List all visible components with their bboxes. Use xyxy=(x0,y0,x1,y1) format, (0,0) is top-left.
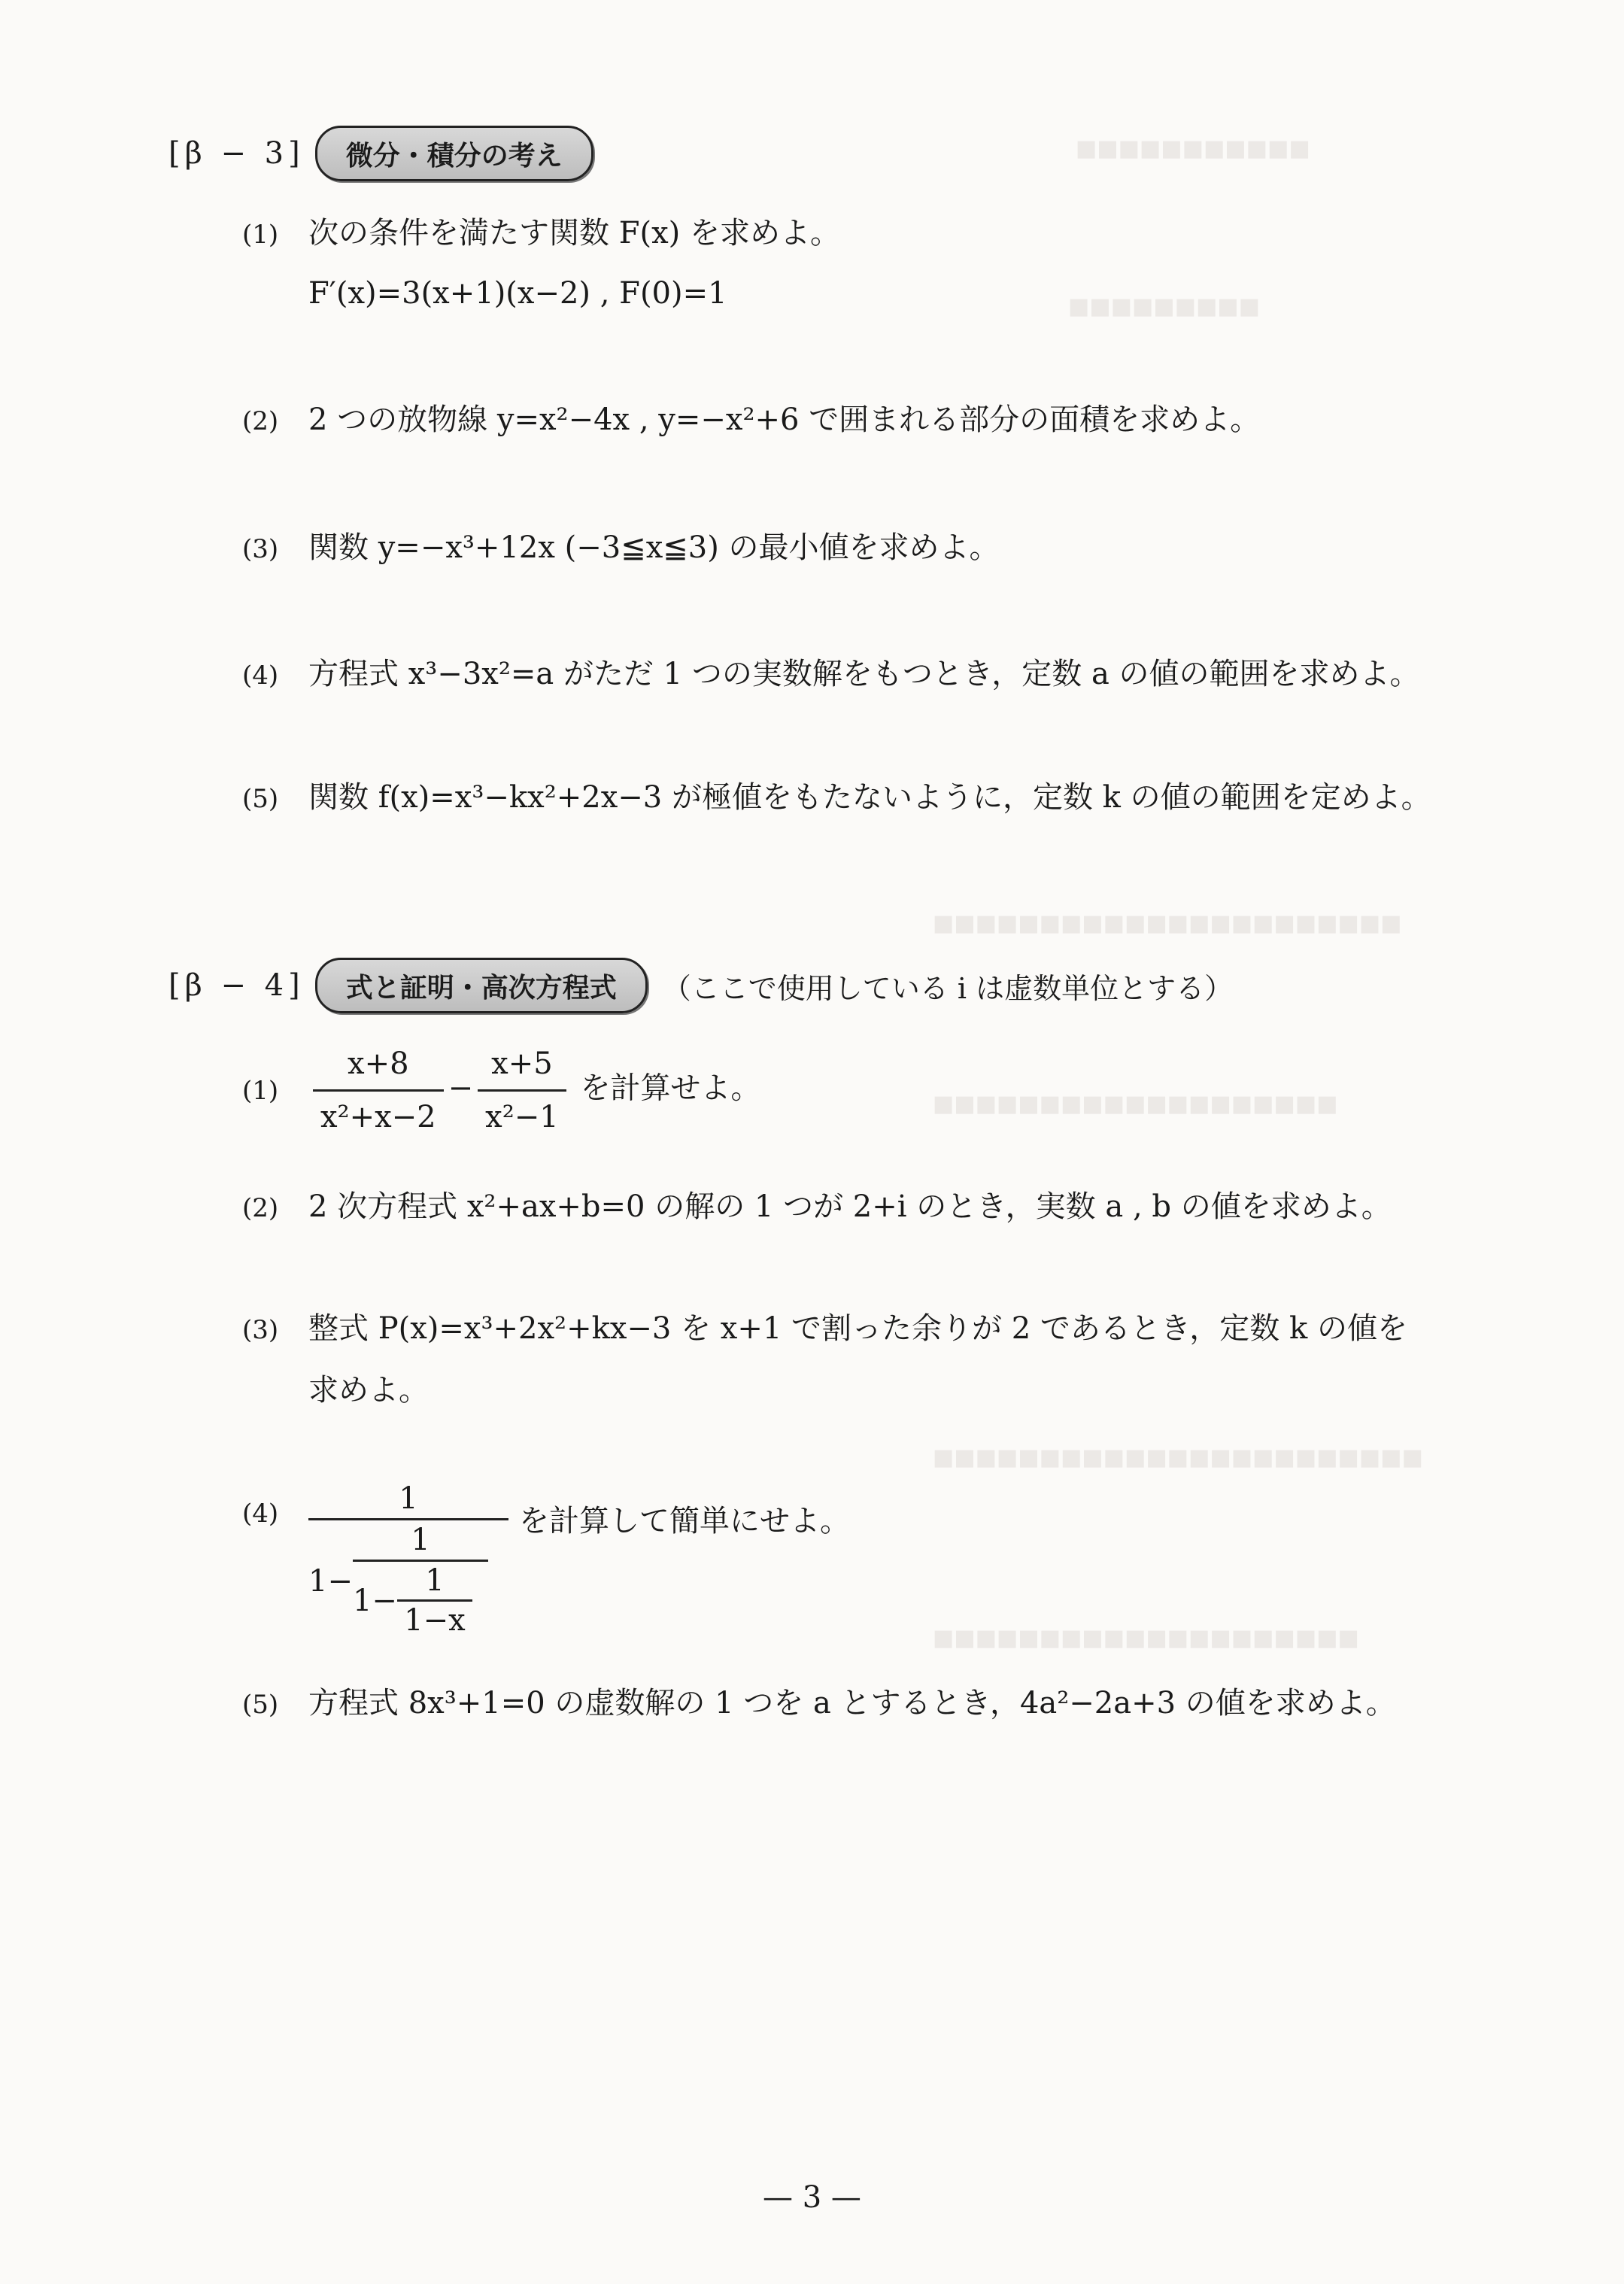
problem-text: 関数 f(x)=x³−kx²+2x−3 が極値をもたないように，定数 k の値の範囲を定めよ。 xyxy=(308,780,1431,815)
cf-innermost-one: 1 xyxy=(425,1563,445,1598)
problem-text xyxy=(308,1041,760,1140)
problem-text: 方程式 x³−3x²=a がただ 1 つの実数解をもつとき，定数 a の値の範囲を求めよ。 xyxy=(308,657,1420,691)
problem-4-5 xyxy=(242,1681,1396,1726)
problem-3-3 xyxy=(242,525,1000,570)
section-4-id: [β − 4] xyxy=(168,968,305,1003)
cf-level-4 xyxy=(397,1562,472,1639)
cf-innermost-denominator: 1−x xyxy=(397,1599,472,1639)
problem-text: 2 つの放物線 y=x²−4x , y=−x²+6 で囲まれる部分の面積を求めよ。 xyxy=(308,402,1261,437)
problem-text: 次の条件を満たす関数 F(x) を求めよ。 xyxy=(308,216,840,251)
fraction-2 xyxy=(478,1041,566,1140)
problem-number: (5) xyxy=(242,784,279,814)
problem-number: (1) xyxy=(242,220,279,250)
bleed-through: ■■■■■■■■■ xyxy=(1068,293,1261,320)
cf-one-minus: 1− xyxy=(308,1564,353,1599)
fraction-2-denominator: x²−1 xyxy=(478,1089,566,1140)
problem-4-4 xyxy=(242,1479,850,1639)
section-3-title-badge: 微分・積分の考え xyxy=(315,126,593,181)
section-4-title-badge: 式と証明・高次方程式 xyxy=(315,958,648,1013)
problem-number: (2) xyxy=(242,1193,279,1223)
bleed-through: ■■■■■■■■■■■ xyxy=(1076,135,1310,162)
cf-inner-one: 1 xyxy=(411,1523,430,1557)
problem-4-1 xyxy=(242,1041,760,1140)
problem-number: (4) xyxy=(242,1499,279,1529)
problem-text: 方程式 8x³+1=0 の虚数解の 1 つを a とするとき，4a²−2a+3 の値を求めよ。 xyxy=(308,1686,1396,1721)
problem-4-3-continuation: 求めよ。 xyxy=(308,1373,429,1408)
section-4-header xyxy=(168,954,1233,1017)
problem-number: (3) xyxy=(242,1315,279,1345)
problem-3-4 xyxy=(242,651,1420,697)
problem-text: 関数 y=−x³+12x (−3≦x≦3) の最小値を求めよ。 xyxy=(308,530,1000,565)
cf-inner-one-minus: 1− xyxy=(352,1583,397,1618)
problem-number: (2) xyxy=(242,406,279,436)
problem-4-3 xyxy=(242,1306,1407,1351)
problem-number: (3) xyxy=(242,534,279,564)
bleed-through: ■■■■■■■■■■■■■■■■■■■■■■ xyxy=(933,910,1402,937)
section-3-header xyxy=(168,122,593,185)
cf-level-2 xyxy=(353,1520,488,1639)
section-3-id: [β − 3] xyxy=(168,136,305,171)
problem-number: (4) xyxy=(242,661,279,691)
continued-fraction xyxy=(308,1479,508,1639)
problem-text: 2 次方程式 x²+ax+b=0 の解の 1 つが 2+i のとき，実数 a , b の値を求めよ。 xyxy=(308,1189,1392,1224)
problem-tail: を計算して簡単にせよ。 xyxy=(519,1504,850,1538)
section-4-note: （ここで使用している i は虚数単位とする） xyxy=(662,971,1234,1005)
bleed-through: ■■■■■■■■■■■■■■■■■■■■■■■ xyxy=(933,1444,1423,1471)
fraction-1-numerator: x+8 xyxy=(348,1046,409,1081)
problem-text xyxy=(308,1479,850,1639)
minus-sign: − xyxy=(448,1071,474,1106)
bleed-through: ■■■■■■■■■■■■■■■■■■■■ xyxy=(933,1625,1359,1651)
fraction-1-denominator: x²+x−2 xyxy=(313,1089,444,1140)
fraction-1 xyxy=(313,1041,444,1140)
cf-top-one: 1 xyxy=(399,1481,418,1516)
problem-text: 整式 P(x)=x³+2x²+kx−3 を x+1 で割った余りが 2 であるとき，定数 k の値を xyxy=(308,1311,1407,1346)
problem-tail: を計算せよ。 xyxy=(580,1071,761,1106)
problem-3-1-condition: F′(x)=3(x+1)(x−2) , F(0)=1 xyxy=(308,276,727,311)
problem-3-2 xyxy=(242,397,1260,442)
problem-3-5 xyxy=(242,775,1431,820)
bleed-through: ■■■■■■■■■■■■■■■■■■■ xyxy=(933,1091,1338,1117)
problem-number: (5) xyxy=(242,1690,279,1720)
cf-level-3 xyxy=(353,1562,472,1639)
problem-number: (1) xyxy=(242,1075,279,1106)
cf-level-1 xyxy=(308,1520,488,1639)
problem-4-2 xyxy=(242,1184,1392,1229)
page-number: — 3 — xyxy=(763,2180,861,2215)
fraction-2-numerator: x+5 xyxy=(491,1046,553,1081)
problem-3-1 xyxy=(242,211,840,256)
